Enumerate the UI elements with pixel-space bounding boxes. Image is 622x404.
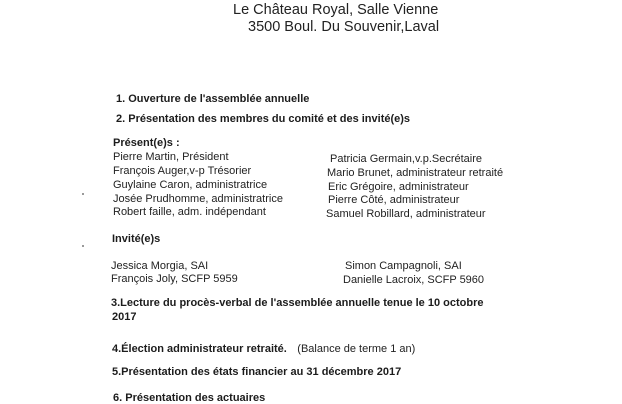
present-left-2: François Auger,v-p Trésorier bbox=[113, 165, 252, 177]
agenda-item-5: 5.Présentation des états financier au 31 décembre 2017 bbox=[112, 366, 402, 378]
presents-heading: Présent(e)s : bbox=[113, 137, 180, 149]
invite-right-2: Danielle Lacroix, SCFP 5960 bbox=[343, 274, 485, 286]
address-line: 3500 Boul. Du Souvenir,Laval bbox=[248, 19, 440, 35]
present-left-4: Josée Prudhomme, administratrice bbox=[113, 193, 283, 205]
present-right-2: Mario Brunet, administrateur retraité bbox=[327, 167, 504, 179]
present-left-5: Robert faille, adm. indépendant bbox=[113, 206, 266, 218]
agenda-item-2: 2. Présentation des membres du comité et des invité(e)s bbox=[116, 113, 411, 125]
present-right-3: Eric Grégoire, administrateur bbox=[328, 181, 469, 193]
present-right-1: Patricia Germain,v.p.Secrétaire bbox=[330, 153, 483, 165]
agenda-item-4-note: (Balance de terme 1 an) bbox=[297, 343, 416, 355]
agenda-item-3-line2: 2017 bbox=[112, 311, 137, 323]
scan-speck-2 bbox=[82, 245, 84, 247]
present-right-4: Pierre Côté, administrateur bbox=[328, 194, 460, 206]
present-right-5: Samuel Robillard, administrateur bbox=[326, 208, 486, 220]
agenda-item-3-line1: 3.Lecture du procès-verbal de l'assemblée annuelle tenue le 10 octobre bbox=[111, 297, 484, 309]
invite-left-2: François Joly, SCFP 5959 bbox=[111, 273, 238, 285]
agenda-item-4-title: 4.Élection administrateur retraité. bbox=[112, 343, 287, 355]
agenda-item-4 bbox=[112, 339, 415, 357]
invite-left-1: Jessica Morgia, SAI bbox=[111, 260, 209, 272]
invites-heading: Invité(e)s bbox=[112, 233, 161, 245]
invite-right-1: Simon Campagnoli, SAI bbox=[345, 260, 462, 272]
agenda-item-6: 6. Présentation des actuaires bbox=[113, 392, 266, 404]
agenda-item-1: 1. Ouverture de l'assemblée annuelle bbox=[116, 93, 310, 105]
scan-speck-1 bbox=[82, 193, 84, 195]
present-left-3: Guylaine Caron, administratrice bbox=[113, 179, 268, 191]
present-left-1: Pierre Martin, Président bbox=[113, 151, 229, 163]
venue-line: Le Château Royal, Salle Vienne bbox=[233, 2, 439, 18]
